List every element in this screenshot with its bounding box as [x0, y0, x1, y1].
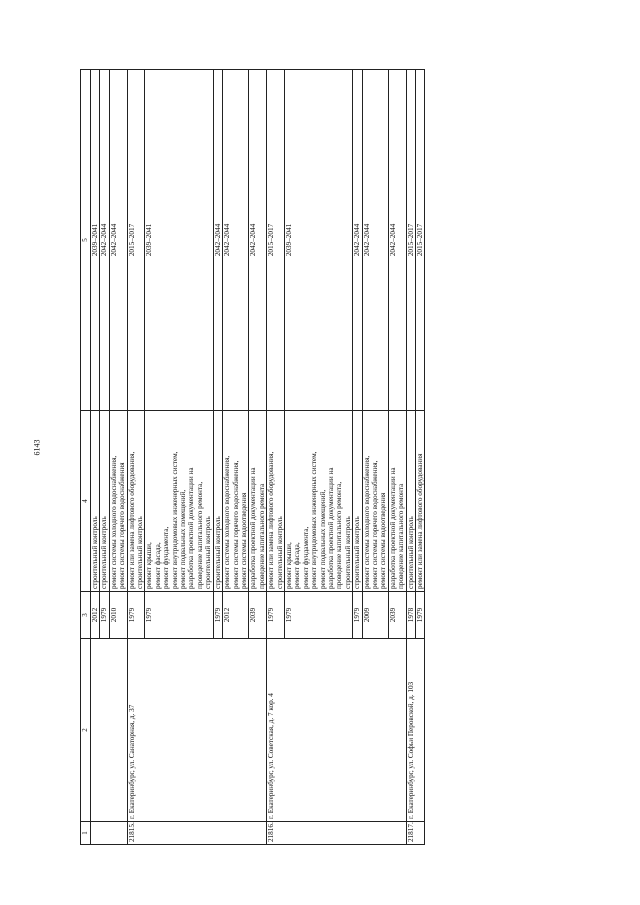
- period-cell: 2015–2017: [127, 70, 145, 411]
- header-col-2: 2: [81, 639, 91, 822]
- work-type-line: проведение капитального ремонта,: [195, 481, 204, 589]
- work-type-line: строительный контроль: [275, 516, 284, 589]
- work-type-line: ремонт или замена лифтового оборудования: [416, 453, 425, 589]
- year-cell: 2039: [249, 592, 267, 639]
- period-cell: 2042–2044: [388, 70, 406, 411]
- work-type-line: ремонт фасада,: [153, 542, 162, 589]
- work-type-cell: [127, 411, 145, 592]
- period-cell: 2039–2041: [284, 70, 352, 411]
- work-type-line: разработка проектной документации на: [187, 467, 196, 589]
- work-type-cell: [406, 411, 415, 592]
- year-cell: 2039: [388, 592, 406, 639]
- work-type-cell: [109, 411, 127, 592]
- work-type-cell: [249, 411, 267, 592]
- table-row: [91, 70, 100, 845]
- table-frame: [80, 95, 580, 845]
- work-type-line: ремонт системы горячего водоснабжения: [118, 462, 127, 589]
- repair-schedule-table: [80, 69, 425, 845]
- rotated-page: [80, 95, 580, 845]
- work-type-line: ремонт системы холодного водоснабжения,: [109, 455, 118, 589]
- object-number: 21815.: [127, 822, 267, 845]
- work-type-line: строительный контроль: [343, 516, 352, 589]
- work-type-line: ремонт фасада,: [293, 542, 302, 589]
- work-type-cell: [388, 411, 406, 592]
- year-cell: 1978: [406, 592, 415, 639]
- period-cell: 2039–2041: [91, 70, 100, 411]
- work-type-line: ремонт подвальных помещений,: [179, 489, 188, 589]
- work-type-line: строительный контроль: [100, 516, 109, 589]
- work-type-line: ремонт крыши,: [145, 542, 154, 589]
- work-type-cell: [91, 411, 100, 592]
- work-type-cell: [100, 411, 109, 592]
- header-col-1: 1: [81, 822, 91, 845]
- work-type-line: ремонт или замена лифтового оборудования,: [127, 451, 136, 589]
- work-type-line: ремонт фундамента,: [162, 526, 171, 589]
- work-type-cell: [362, 411, 388, 592]
- period-cell: 2042–2044: [213, 70, 222, 411]
- work-type-line: ремонт системы горячего водоснабжения,: [371, 460, 379, 589]
- work-type-line: ремонт системы холодного водоснабжения,: [362, 455, 371, 589]
- year-cell: 1979: [213, 592, 222, 639]
- work-type-line: ремонт фундамента,: [301, 526, 310, 589]
- year-cell: 1979: [284, 592, 352, 639]
- work-type-line: проведение капитального ремонта: [397, 483, 406, 589]
- work-type-line: разработка проектной документации на: [326, 467, 335, 589]
- work-type-cell: [145, 411, 213, 592]
- object-number: 21816.: [267, 822, 407, 845]
- work-type-line: строительный контроль: [213, 516, 222, 589]
- table-row: [267, 70, 285, 845]
- work-type-line: ремонт крыши,: [284, 542, 293, 589]
- table-row: [406, 70, 415, 845]
- work-type-line: строительный контроль: [353, 516, 362, 589]
- work-type-cell: [213, 411, 222, 592]
- work-type-line: ремонт системы водоотведения: [379, 492, 388, 589]
- object-number: [91, 822, 128, 845]
- work-type-line: проведение капитального ремонта,: [335, 481, 344, 589]
- work-type-line: ремонт подвальных помещений,: [318, 489, 327, 589]
- work-type-line: строительный контроль: [204, 516, 213, 589]
- period-cell: 2015–2017: [267, 70, 285, 411]
- year-cell: 2012: [223, 592, 249, 639]
- year-cell: 1979: [145, 592, 213, 639]
- header-col-4: 4: [81, 411, 91, 592]
- work-type-line: ремонт внутридомовых инженерных систем,: [170, 451, 179, 589]
- work-type-line: ремонт системы водоотведения: [239, 492, 248, 589]
- period-cell: 2042–2044: [362, 70, 388, 411]
- period-cell: 2042–2044: [353, 70, 362, 411]
- period-cell: 2039–2041: [145, 70, 213, 411]
- period-cell: 2042–2044: [100, 70, 109, 411]
- work-type-line: ремонт внутридомовых инженерных систем,: [310, 451, 319, 589]
- object-address: г. Екатеринбург, ул. Санаторная, д. 37: [127, 639, 267, 822]
- object-address: г. Екатеринбург, ул. Советская, д. 7 кор. 4: [267, 639, 407, 822]
- year-cell: 2012: [91, 592, 100, 639]
- work-type-line: строительный контроль: [91, 516, 99, 589]
- period-cell: 2042–2044: [249, 70, 267, 411]
- header-col-3: 3: [81, 592, 91, 639]
- work-type-line: разработка проектной документации на: [249, 467, 258, 589]
- page-number: 6143: [32, 439, 42, 456]
- object-number: 21817.: [406, 822, 425, 845]
- year-cell: 1979: [416, 592, 425, 639]
- work-type-line: проведение капитального ремонта: [257, 483, 266, 589]
- period-cell: 2042–2044: [223, 70, 249, 411]
- object-address: [91, 639, 128, 822]
- work-type-line: строительный контроль: [136, 516, 145, 589]
- work-type-cell: [267, 411, 285, 592]
- object-address: г. Екатеринбург, ул. Софьи Перовской, д. 103: [406, 639, 425, 822]
- work-type-line: разработка проектной документации на: [388, 467, 397, 589]
- work-type-line: ремонт системы горячего водоснабжения,: [231, 460, 240, 589]
- period-cell: 2015–2017: [416, 70, 425, 411]
- period-cell: 2015–2017: [406, 70, 415, 411]
- year-cell: 1979: [267, 592, 285, 639]
- work-type-cell: [416, 411, 425, 592]
- table-row: [127, 70, 145, 845]
- work-type-cell: [353, 411, 362, 592]
- work-type-line: ремонт или замена лифтового оборудования,: [267, 451, 276, 589]
- year-cell: 1979: [127, 592, 145, 639]
- column-number-row: [81, 70, 91, 845]
- year-cell: 2009: [362, 592, 388, 639]
- work-type-line: ремонт системы холодного водоснабжения,: [223, 455, 232, 589]
- work-type-line: строительный контроль: [406, 516, 415, 589]
- work-type-cell: [223, 411, 249, 592]
- work-type-cell: [284, 411, 352, 592]
- header-col-5: 5: [81, 70, 91, 411]
- year-cell: 1979: [100, 592, 109, 639]
- year-cell: 1979: [353, 592, 362, 639]
- year-cell: 2010: [109, 592, 127, 639]
- period-cell: 2042–2044: [109, 70, 127, 411]
